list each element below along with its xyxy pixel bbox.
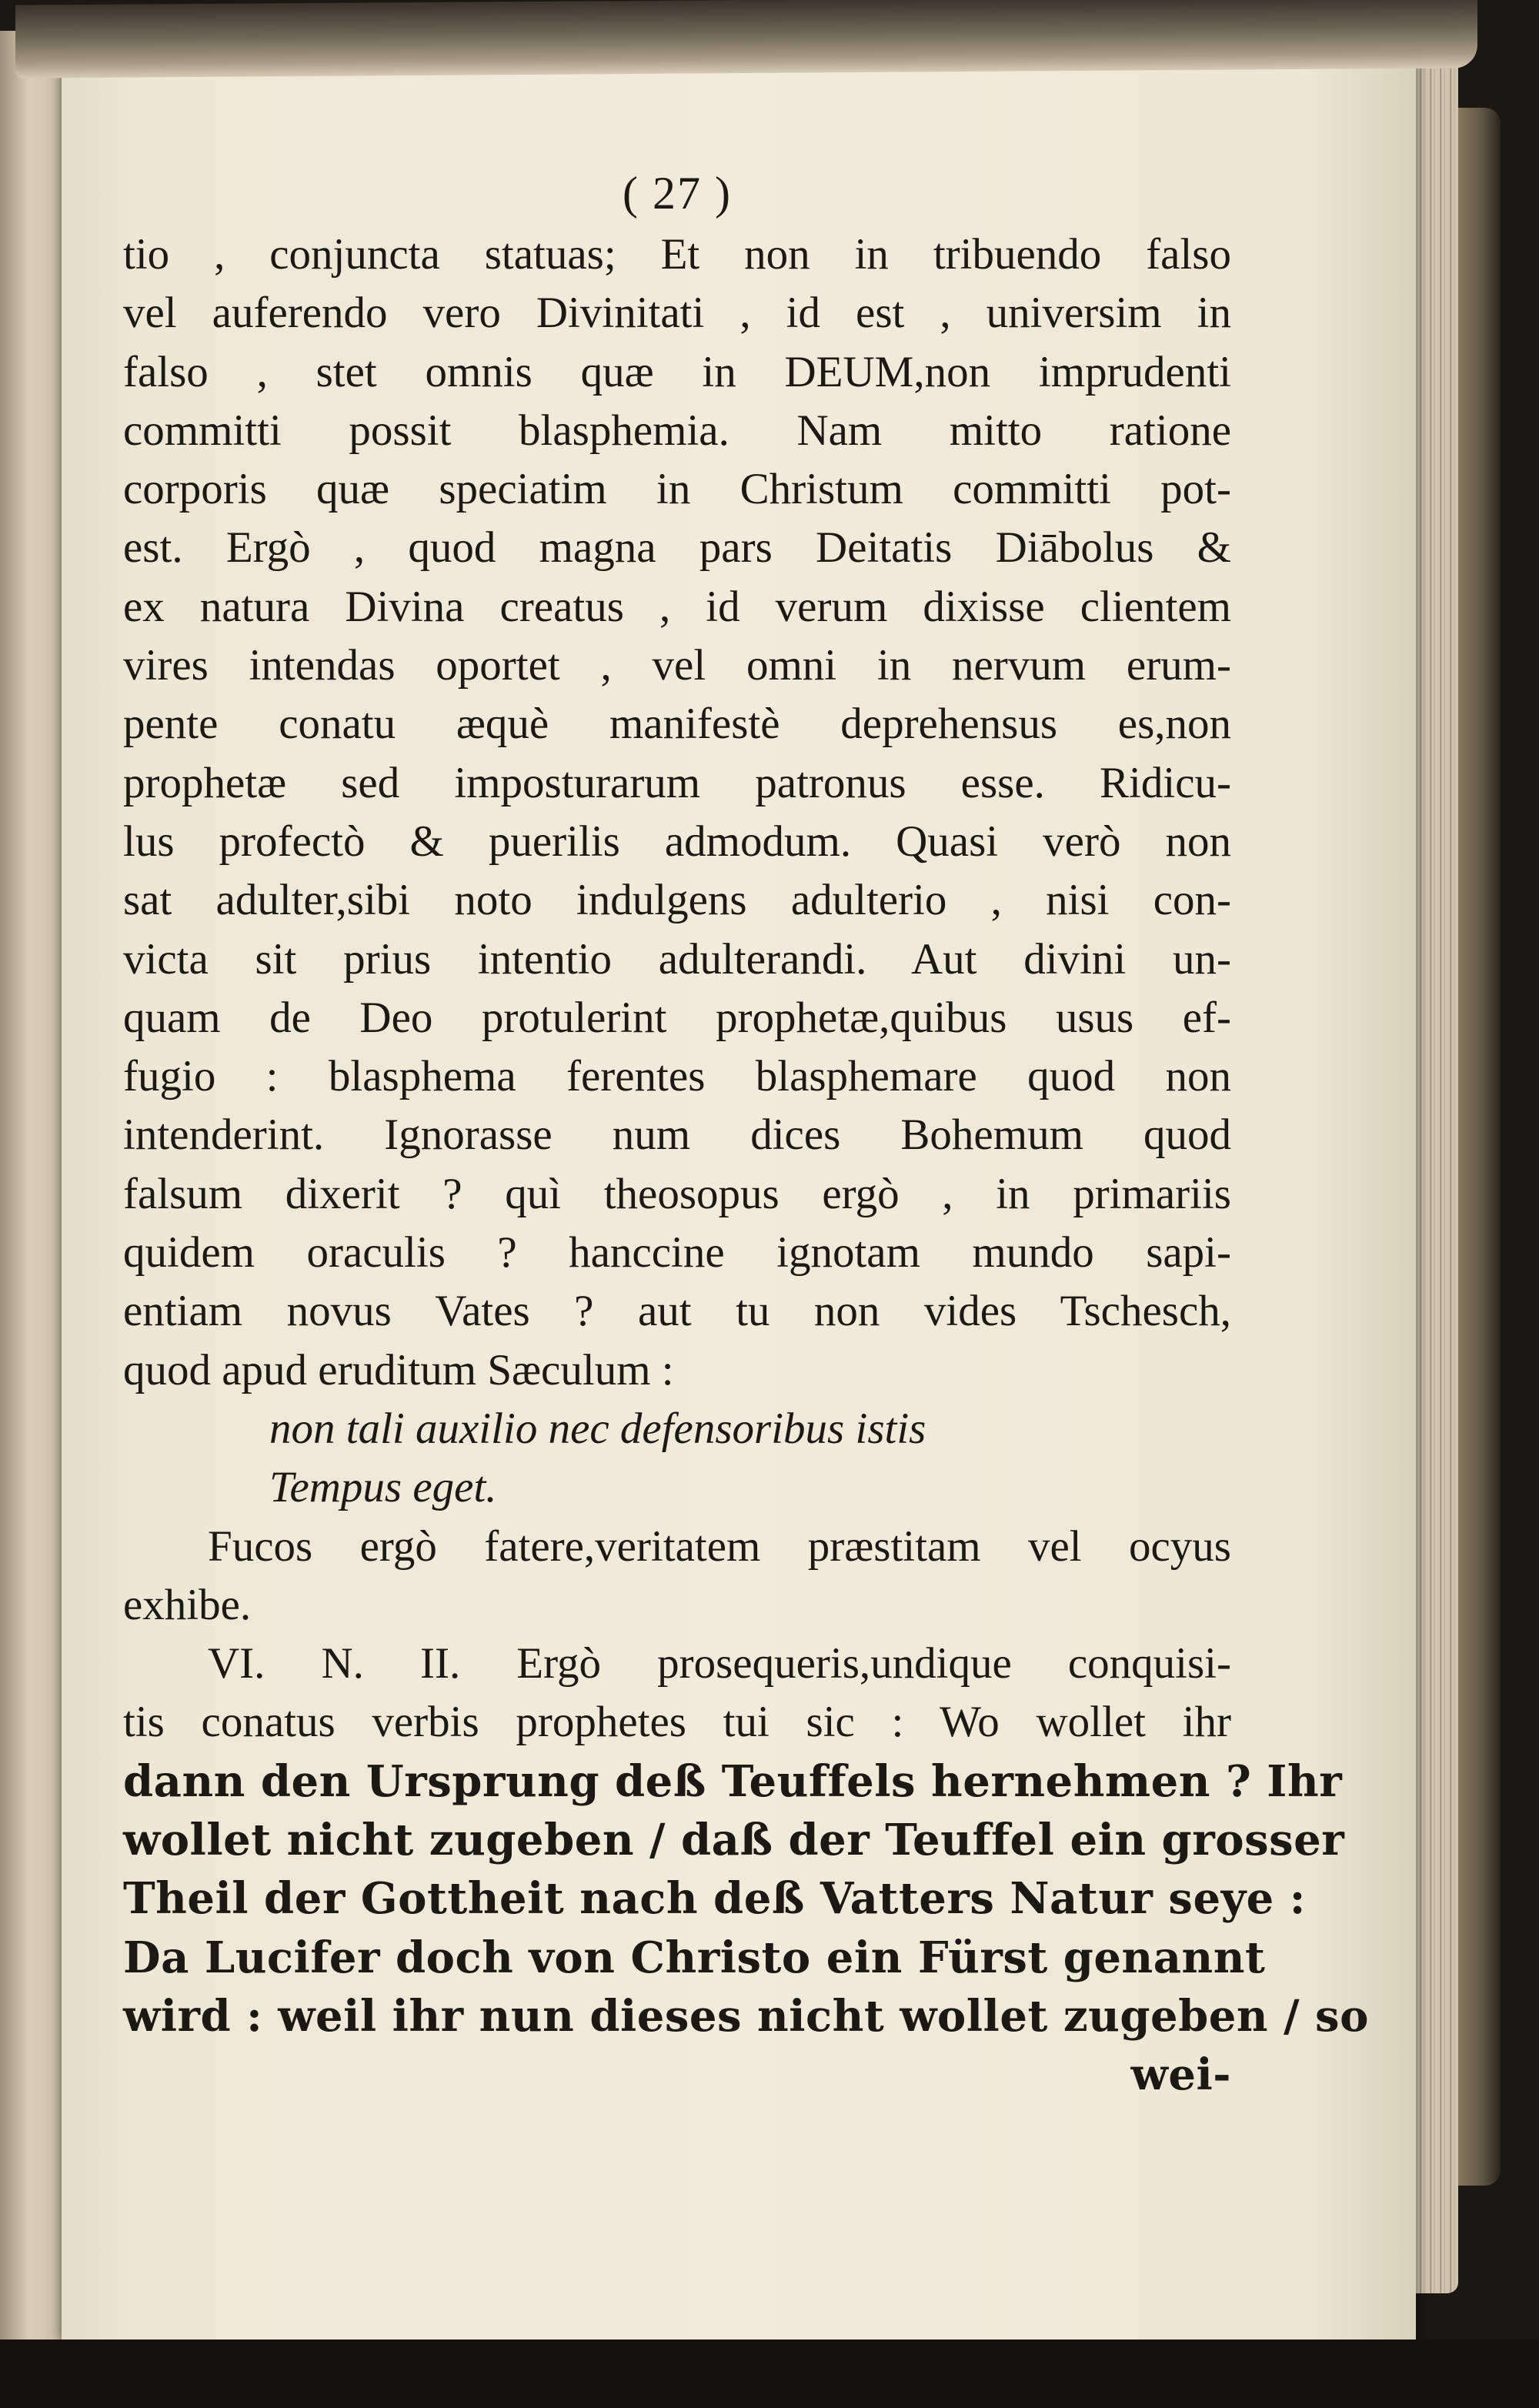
- verse-quotation: [123, 1400, 1231, 1518]
- text-line: tis conatus verbis prophetes tui sic : Wo wollet ihr: [123, 1698, 1231, 1747]
- text-line: sat adulter,sibi noto indulgens adulterio , nisi con-: [123, 876, 1231, 925]
- paragraph-2: [123, 1518, 1231, 1635]
- text-line: committi possit blasphemia. Nam mitto ratione: [123, 406, 1231, 455]
- text-line: pente conatu æquè manifestè deprehensus es,non: [123, 700, 1231, 749]
- text-line: lus profectò & puerilis admodum. Quasi verò non: [123, 817, 1231, 866]
- fraktur-line: Da Lucifer doch von Christo ein Fürst genannt: [123, 1932, 1266, 1983]
- fraktur-line: wollet nicht zugeben / daß der Teuffel ein grosser: [123, 1815, 1345, 1866]
- book-top-edge: [15, 0, 1477, 78]
- text-line: quam de Deo protulerint prophetæ,quibus usus ef-: [123, 993, 1231, 1042]
- text-line: VI. N. II. Ergò prosequeris,undique conquisi-: [208, 1639, 1231, 1688]
- text-line: exhibe.: [123, 1580, 252, 1629]
- text-line: est. Ergò , quod magna pars Deitatis Diābolus &: [123, 523, 1231, 573]
- text-line: vires intendas oportet , vel omni in nervum erum-: [123, 641, 1231, 690]
- text-line: Fucos ergò fatere,veritatem præstitam vel ocyus: [208, 1521, 1231, 1571]
- text-line: falso , stet omnis quæ in DEUM,non imprudenti: [123, 347, 1231, 396]
- text-line: tio , conjuncta statuas; Et non in tribuendo falso: [123, 230, 1231, 279]
- page-text: [123, 165, 1369, 2105]
- paragraph-3: [123, 1635, 1369, 2104]
- fraktur-line: dann den Ursprung deß Teuffels hernehmen ? Ihr: [123, 1755, 1343, 1807]
- text-line: intenderint. Ignorasse num dices Bohemum quod: [123, 1110, 1231, 1160]
- text-line: quidem oraculis ? hanccine ignotam mundo sapi-: [123, 1228, 1231, 1277]
- text-line: prophetæ sed imposturarum patronus esse. Ridicu-: [123, 758, 1231, 807]
- text-line: fugio : blasphema ferentes blasphemare quod non: [123, 1052, 1231, 1101]
- text-line: corporis quæ speciatim in Christum committi pot-: [123, 465, 1231, 514]
- book-fore-edge-shadow: [1454, 108, 1501, 2186]
- verse-line: non tali auxilio nec defensoribus istis: [269, 1404, 926, 1453]
- text-line: entiam novus Vates ? aut tu non vides Tschesch,: [123, 1287, 1231, 1336]
- text-line: vel auferendo vero Divinitati , id est , universim in: [123, 289, 1231, 338]
- text-line: quod apud eruditum Sæculum :: [123, 1345, 674, 1394]
- page-number-header: ( 27 ): [623, 168, 732, 219]
- catchword: wei-: [1130, 2049, 1231, 2101]
- text-line: falsum dixerit ? quì theosopus ergò , in primariis: [123, 1169, 1231, 1218]
- text-line: ex natura Divina creatus , id verum dixisse clientem: [123, 582, 1231, 631]
- background-bottom: [0, 2340, 1539, 2408]
- fraktur-line: Theil der Gottheit nach deß Vatters Natur seye :: [123, 1873, 1306, 1925]
- paragraph-1: [123, 225, 1231, 1400]
- verse-line: Tempus eget.: [269, 1463, 497, 1512]
- fraktur-line: wird : weil ihr nun dieses nicht wollet zugeben / so: [123, 1990, 1369, 2042]
- text-line: victa sit prius intentio adulterandi. Aut divini un-: [123, 934, 1231, 984]
